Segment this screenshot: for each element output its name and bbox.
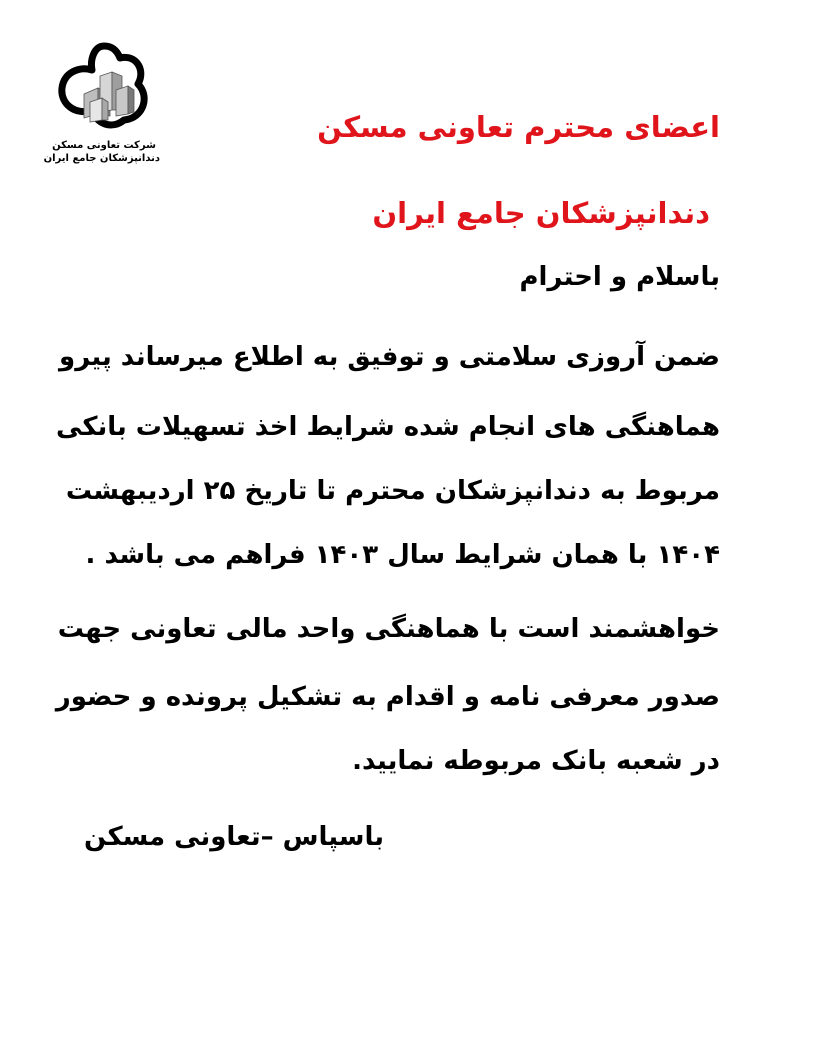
letter-signature: باسپاس –تعاونی مسکن xyxy=(84,822,384,852)
body-line: مربوط به دندانپزشکان محترم تا تاریخ ۲۵ اردیبهشت xyxy=(65,476,720,506)
body-line: صدور معرفی نامه و اقدام به تشکیل پرونده و حضور xyxy=(55,682,720,712)
logo-company-subline: دندانپزشکان جامع ایران xyxy=(43,153,160,164)
body-line: خواهشمند است با هماهنگی واحد مالی تعاونی جهت xyxy=(57,614,720,644)
letter-greeting: باسلام و احترام xyxy=(519,262,720,292)
body-line: ۱۴۰۴ با همان شرایط سال ۱۴۰۳ فراهم می باشد . xyxy=(85,540,720,570)
logo-company-line: شرکت تعاونی مسکن xyxy=(52,140,156,151)
body-line: در شعبه بانک مربوطه نمایید. xyxy=(352,746,720,776)
letter-heading-line1: اعضای محترم تعاونی مسکن xyxy=(317,110,720,144)
letter-heading-line2: دندانپزشکان جامع ایران xyxy=(372,196,710,230)
body-line: ضمن آروزی سلامتی و توفیق به اطلاع میرساند پیرو xyxy=(59,342,720,372)
cooperative-housing-logo-icon xyxy=(54,40,154,136)
body-line: هماهنگی های انجام شده شرایط اخذ تسهیلات بانکی xyxy=(56,412,720,442)
cooperative-logo xyxy=(43,40,160,172)
